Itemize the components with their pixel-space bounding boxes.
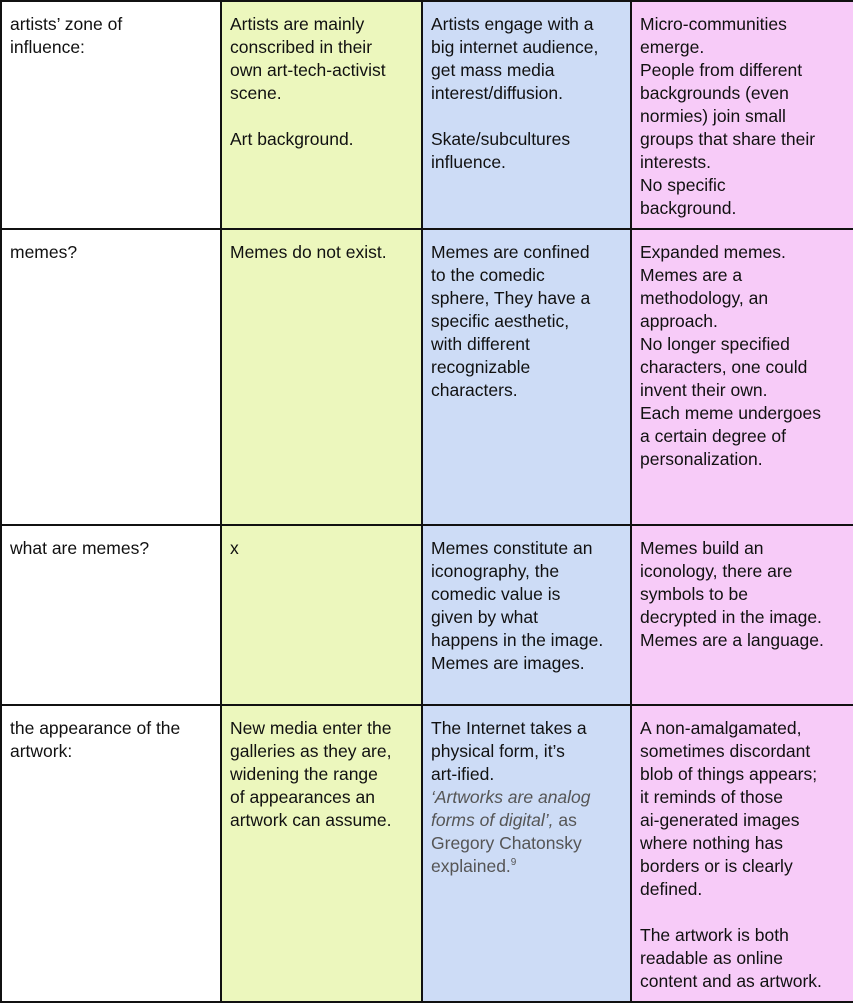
table-cell <box>631 705 853 1002</box>
cell-text: Artists engage with a big internet audience, get mass media interest/diffusion. <box>431 14 599 103</box>
cell-text: Art background. <box>230 129 354 149</box>
row-label: artists’ zone of influence: <box>10 14 123 57</box>
cell-text: Memes constitute an iconography, the comedic value is given by what happens in the image. Memes are images. <box>431 538 604 673</box>
cell-text-after: as Gregory Chatonsky explained. <box>431 810 582 876</box>
table-row <box>1 525 853 705</box>
quote-text: ‘Artworks are analog forms of digital’, <box>431 787 591 830</box>
row-label-cell <box>1 525 221 705</box>
cell-text: Artists are mainly conscribed in their own art-tech-activist scene. <box>230 14 386 103</box>
table-cell <box>221 525 422 705</box>
table-cell <box>422 229 631 525</box>
row-label: the appearance of the artwork: <box>10 718 181 761</box>
cell-text: A non-amalgamated, sometimes discordant blob of things appears; it reminds of those ai-generated images where nothing has borders or is clearly defined. <box>640 718 818 899</box>
cell-text: Memes are confined to the comedic sphere, They have a specific aesthetic, with different recognizable characters. <box>431 242 591 400</box>
row-label-cell <box>1 229 221 525</box>
table-cell <box>422 525 631 705</box>
cell-text: x <box>230 538 239 558</box>
table-cell <box>221 229 422 525</box>
table-cell <box>422 705 631 1002</box>
row-label-cell <box>1 1 221 229</box>
table-cell <box>631 525 853 705</box>
footnote-marker: 9 <box>510 857 517 869</box>
row-label: what are memes? <box>10 538 150 558</box>
cell-text: Skate/subcultures influence. <box>431 129 571 172</box>
table-cell <box>221 1 422 229</box>
table-cell <box>631 1 853 229</box>
cell-text: Micro-communities emerge. People from different backgrounds (even normies) join small groups that share their interests. No specific background. <box>640 14 816 218</box>
cell-text <box>431 717 622 878</box>
row-label-cell <box>1 705 221 1002</box>
table-cell <box>422 1 631 229</box>
cell-text: Memes build an iconology, there are symbols to be decrypted in the image. Memes are a language. <box>640 538 824 650</box>
table-row <box>1 705 853 1002</box>
table-row <box>1 229 853 525</box>
table-cell <box>221 705 422 1002</box>
cell-text: Memes do not exist. <box>230 242 387 262</box>
row-label: memes? <box>10 242 78 262</box>
cell-text-intro: The Internet takes a physical form, it’s art-ified. <box>431 718 587 784</box>
cell-text: The artwork is both readable as online content and as artwork. <box>640 925 822 991</box>
table-row <box>1 1 853 229</box>
cell-text: New media enter the galleries as they are, widening the range of appearances an artwork can assume. <box>230 718 392 830</box>
table-cell <box>631 229 853 525</box>
cell-text: Expanded memes. Memes are a methodology, an approach. No longer specified characters, one could invent their own. Each meme undergoes a certain degree of personalization. <box>640 242 821 469</box>
